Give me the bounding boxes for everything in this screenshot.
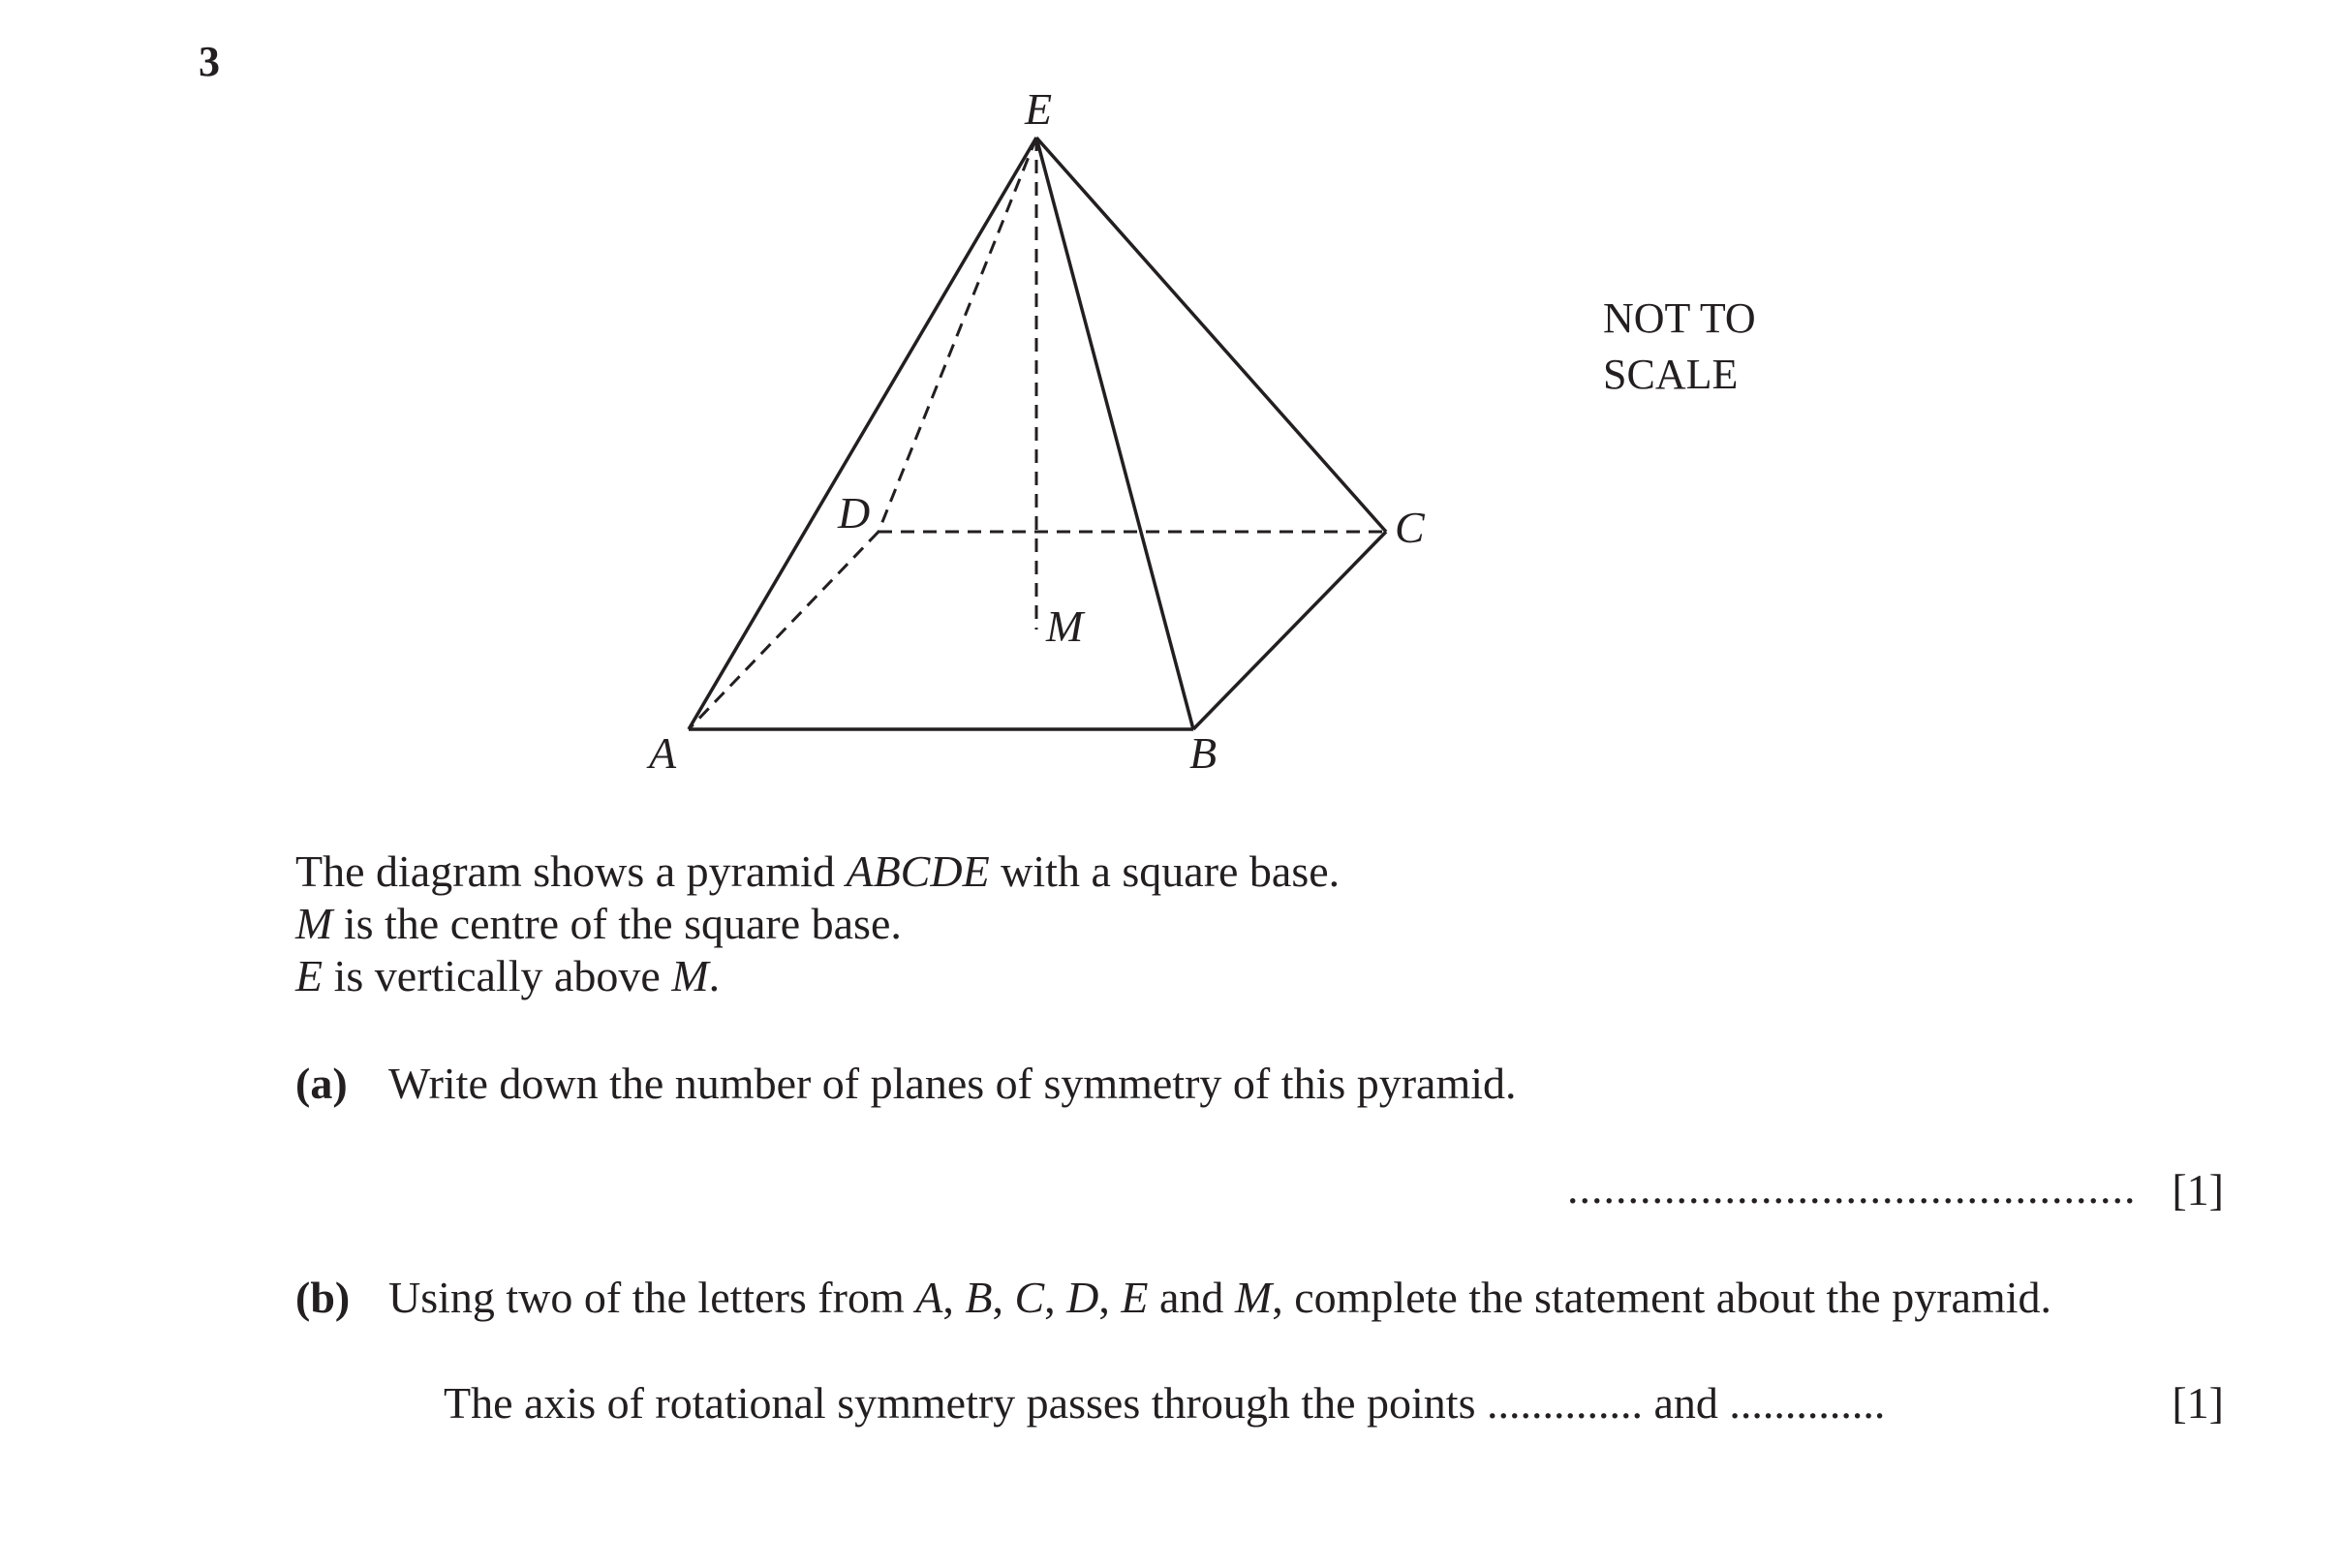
intro-line-2-text: is the centre of the square base. (332, 899, 902, 948)
part-a-question (295, 1058, 1517, 1109)
vertex-label-C: C (1395, 503, 1425, 552)
note-line-2: SCALE (1603, 351, 1739, 398)
letter-e: E (1121, 1273, 1149, 1322)
edge-BC (1193, 532, 1386, 729)
intro-line-1-end: with a square base. (989, 846, 1341, 896)
pyramid-name: ABCDE (846, 846, 990, 896)
separator: , (1098, 1273, 1122, 1322)
part-b-question (295, 1272, 2051, 1323)
intro-line-1-text: The diagram shows a pyramid (295, 846, 847, 896)
letter-b: B (965, 1273, 993, 1322)
answer-blank-1[interactable]: .............. (1486, 1378, 1643, 1428)
vertex-label-E: E (1025, 84, 1053, 134)
vertex-label-B: B (1189, 728, 1218, 778)
intro-line-2 (295, 898, 1340, 950)
and-word: and (1148, 1273, 1235, 1322)
part-b-statement (444, 1377, 1885, 1429)
letter-d: D (1066, 1273, 1099, 1322)
part-b-text-after: , complete the statement about the pyramid. (1272, 1273, 2051, 1322)
part-a-label: (a) (295, 1059, 348, 1108)
intro-text (295, 845, 1340, 1002)
separator: , (942, 1273, 966, 1322)
point-m-2: M (671, 951, 709, 1000)
statement-text: The axis of rotational symmetry passes through the points (444, 1378, 1476, 1428)
edge-ED-hidden (879, 138, 1036, 532)
part-b-label: (b) (295, 1273, 351, 1322)
letter-m: M (1234, 1273, 1273, 1322)
statement-and: and (1653, 1378, 1718, 1428)
point-e: E (295, 951, 324, 1000)
vertex-label-A: A (649, 728, 677, 778)
intro-line-1 (295, 845, 1340, 898)
vertex-label-M: M (1046, 601, 1084, 651)
edge-EA (689, 138, 1036, 729)
intro-line-3-text: is vertically above (323, 951, 672, 1000)
edge-DA-hidden (689, 532, 879, 729)
not-to-scale-note (1603, 291, 1756, 403)
part-a-text: Write down the number of planes of symmetry of this pyramid. (388, 1059, 1517, 1108)
separator: , (992, 1273, 1015, 1322)
note-line-1: NOT TO (1603, 294, 1756, 342)
letter-a: A (915, 1273, 943, 1322)
point-m: M (295, 899, 333, 948)
intro-line-3 (295, 950, 1340, 1002)
part-b-text-before: Using two of the letters from (388, 1273, 916, 1322)
vertex-label-D: D (838, 488, 871, 538)
part-b-marks: [1] (2172, 1378, 2224, 1428)
letter-c: C (1014, 1273, 1045, 1322)
part-a-answer-line[interactable]: ............................................... (1567, 1163, 2137, 1213)
part-a-marks: [1] (2172, 1165, 2224, 1214)
question-number: 3 (199, 38, 220, 85)
separator: , (1044, 1273, 1067, 1322)
intro-line-3-end: . (708, 951, 721, 1000)
answer-blank-2[interactable]: .............. (1729, 1378, 1886, 1428)
